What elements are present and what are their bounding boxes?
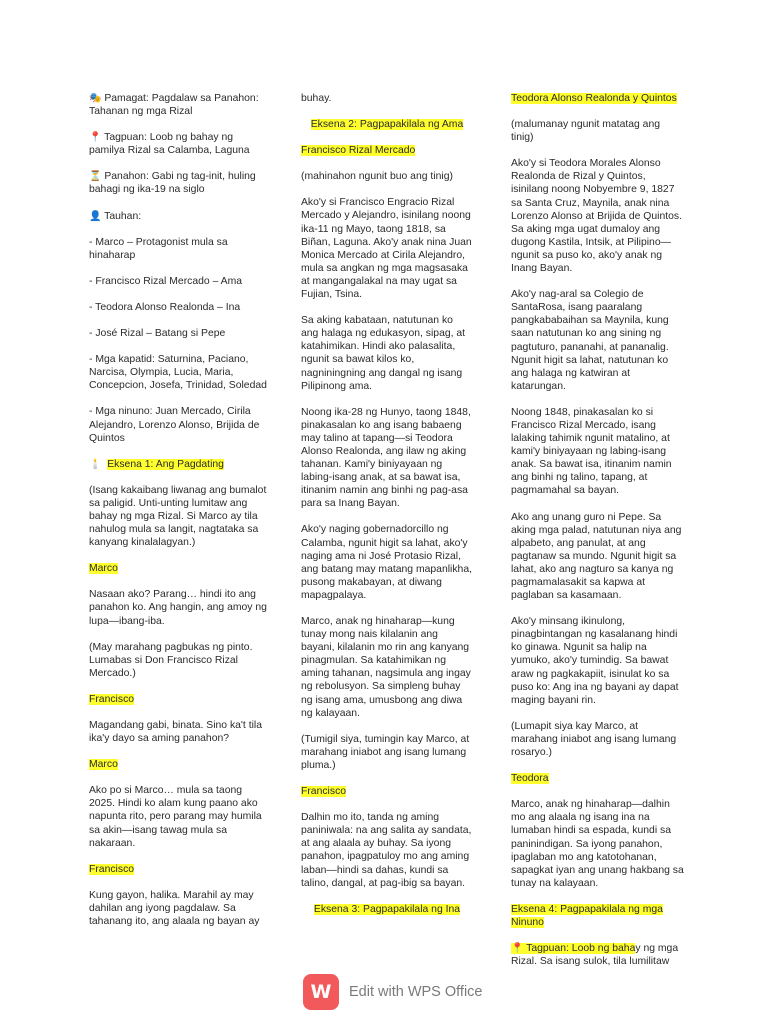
cast-item: - Mga ninuno: Juan Mercado, Cirila Alejandro, Lorenzo Alonso, Brijida de Quintos [89,406,260,444]
cast-label: Tauhan: [104,210,142,222]
stage-direction: (Isang kakaibang liwanag ang bumalot sa paligid. Unti-unting lumitaw ang bahay ng mga Rizal. Si Marco ay tila nahulog mula sa langit, nagtataka sa kanyang kinalalagyan.) [89,484,267,549]
scene-2-title: Eksena 2: Pagpapakilala ng Ama [310,119,464,131]
dialogue: Marco, anak ng hinaharap—kung tunay mong nais kilalanin ang bayani, kilalanin mo rin ang kanyang pinagmulan. Sa katahimikan ng aming tahanan, nagsimula ang ingay ng rebolusyon. Sa simpleng buhay ng isang ama, umusbong ang diwa ng kalayaan. [301,616,471,719]
wps-logo-icon: W [303,974,339,1010]
pin-icon: 📍 [89,132,102,144]
speaker-label: Francisco [89,863,135,875]
dialogue: Noong ika-28 ng Hunyo, taong 1848, pinakasalan ko ang isang babaeng may talino at tapang—si Teodora Alonso Realonda, ang ilaw ng aking tahanan. Kami'y biniyayaan ng labing-isang anak, at sa bawat isa, itinanim namin ang binhi ng pag-asa para sa Inang Bayan. [301,406,471,510]
dialogue: Magandang gabi, binata. Sino ka't tila ika'y dayo sa aming panahon? [89,720,262,745]
person-icon: 👤 [89,210,102,222]
stage-direction: (mahinahon ngunit buo ang tinig) [301,171,453,183]
speaker-label: Teodora [511,773,549,785]
speaker-label: Francisco Rizal Mercado [301,145,416,157]
time-line [89,170,269,196]
cast-item: - José Rizal – Batang si Pepe [89,328,226,340]
cast-item: - Francisco Rizal Mercado – Ama [89,275,243,287]
hourglass-icon: ⏳ [89,171,102,183]
dialogue: Nasaan ako? Parang… hindi ito ang panahon ko. Ang hangin, ang amoy ng lupa—ibang-iba. [89,589,267,627]
speaker-label: Teodora Alonso Realonda y Quintos [511,93,677,104]
column-3 [511,92,685,981]
stage-direction: (malumanay ngunit matatag ang tinig) [511,119,661,144]
edit-with-wps-label[interactable]: Edit with WPS Office [349,984,483,1000]
candle-icon: 🕯️ [89,458,102,470]
dialogue: Kung gayon, halika. Marahil ay may dahilan ang iyong pagdalaw. Sa tahanang ito, ang alaala ng bayan ay [89,889,260,928]
scene-3-title: Eksena 3: Pagpapakilala ng Ina [313,903,461,915]
dialogue: Ako'y naging gobernadorcillo ng Calamba, ngunit higit sa lahat, ako'y naging ama ni José Protasio Rizal, ang batang may matang mapanlikha, pusong makabayan, at diwang mapagpalaya. [301,524,472,601]
dialogue: Ako'y si Francisco Engracio Rizal Mercado y Alejandro, isinilang noong ika-11 ng Mayo, taong 1818, sa Biñan, Laguna. Ako'y anak nina Juan Monica Mercado at Cirila Alejandro, mula sa angkan ng mga magsasaka at mangangalakal na may ugat sa Fujian, Tsina. [301,197,472,301]
dialogue: Ako'y si Teodora Morales Alonso Realonda de Rizal y Quintos, isinilang noong Nobyembre 9, 1827 sa Santa Cruz, Maynila, anak nina Lorenzo Alonso at Brijida de Quintos. Sa aking mga ugat dumaloy ang dugong Kastila, Intsik, at Pilipino—ngunit sa puso ko, ako'y anak ng Inang Bayan. [511,158,682,275]
title-line [89,92,269,118]
dialogue: Ako po si Marco… mula sa taong 2025. Hindi ko alam kung paano ako napunta rito, pero parang may humila sa akin—isang tawag mula sa nakaraan. [89,785,262,849]
setting-line: 📍 Tagpuan: Loob ng bahay ng mga Rizal. Sa isang sulok, tila lumilitaw [511,943,679,968]
dialogue: Ako'y nag-aral sa Colegio de SantaRosa, isang paaralang pangkababaihan sa Maynila, kung saan natutunan ko ang sining ng pagtuturo, pananahi, at pananalig. Ngunit higit sa lahat, natutunan ko ang halaga ng katwiran at katarungan. [511,289,669,392]
cast-heading [89,210,269,223]
speaker-label: Francisco [301,786,347,798]
scene-heading [301,118,473,131]
stage-direction: (Lumapit siya kay Marco, at marahang iniabot ang isang lumang rosaryo.) [511,720,677,759]
scene-1-title: Eksena 1: Ang Pagdating [107,458,224,470]
dialogue: Dalhin mo ito, tanda ng aming paniniwala: na ang salita ay sandata, at ang alaala ay buhay. Sa iyong panahon, ipagpatuloy mo ang aming laban—hindi sa dahas, kundi sa talino, dangal, at pag-ibig sa bayan. [301,812,472,889]
scene-4-title: Eksena 4: Pagpapakilala ng mga Ninuno [511,903,663,928]
dialogue: Ako'y minsang ikinulong, pinagbintangan ng kasalanang hindi ko ginawa. Ngunit sa halip na yumuko, ako'y tumindig. Sa bawat araw ng pagkakapiit, isinulat ko sa puso ko: Ang ina ng bayani ay dapat maging bayani rin. [511,616,679,706]
cast-item: - Teodora Alonso Realonda – Ina [89,301,241,313]
scene-heading [301,903,473,916]
dialogue: Noong 1848, pinakasalan ko si Francisco Rizal Mercado, isang lalaking tahimik ngunit matalino, at kami'y biniyayaan ng labing-isang anak. Sa bawat isa, itinanim namin ang binhi ng talino, tapang, at pagmamahal sa bayan. [511,406,672,497]
dialogue: Marco, anak ng hinaharap—dalhin mo ang alaala ng isang ina na lumaban hindi sa espada, kundi sa paninindigan. Sa iyong panahon, ipaglaban mo ang katotohanan, sapagkat iyan ang unang hakbang sa tunay na kalayaan. [511,799,684,889]
column-1 [89,92,269,941]
speaker-label: Marco [89,759,118,771]
wps-watermark[interactable] [303,973,503,1011]
column-2 [301,92,473,929]
cast-item: - Marco – Protagonist mula sa hinaharap [89,236,228,261]
stage-direction: (Tumigil siya, tumingin kay Marco, at marahang iniabot ang isang lumang pluma.) [301,733,470,771]
time-text: Panahon: Gabi ng tag-init, huling bahagi ng ika-19 na siglo [89,171,256,196]
speaker-label: Francisco [89,693,135,705]
scene-heading [511,903,685,929]
play-title: Pamagat: Pagdalaw sa Panahon: Tahanan ng mga Rizal [89,93,259,118]
setting-text: Tagpuan: Loob ng bahay ng pamilya Rizal sa Calamba, Laguna [89,132,250,157]
stage-direction: (May marahang pagbukas ng pinto. Lumabas si Don Francisco Rizal Mercado.) [89,641,253,679]
speaker-label: Marco [89,563,118,575]
setting-line [89,131,269,157]
scene-heading [89,458,269,471]
cast-item: - Mga kapatid: Saturnina, Paciano, Narcisa, Olympia, Lucia, Maria, Concepcion, Josefa, Trinidad, Soledad [89,354,267,392]
dialogue: Ako ang unang guro ni Pepe. Sa aking mga palad, natutunan niya ang alpabeto, ang panulat, at ang pagtanaw sa mundo. Ngunit higit sa lahat, ako ang nagturo sa kanya ng pagmamalasakit sa kapwa at paglaban sa kasamaan. [511,511,682,602]
theater-masks-icon: 🎭 [89,93,102,104]
pin-icon: 📍 [511,943,524,955]
dialogue-continued: buhay. [301,93,332,104]
dialogue: Sa aking kabataan, natutunan ko ang halaga ng edukasyon, sipag, at katahimikan. Hindi ako palasalita, ngunit sa bawat kilos ko, nagniningning ang dangal ng isang Pilipinong ama. [301,315,466,392]
